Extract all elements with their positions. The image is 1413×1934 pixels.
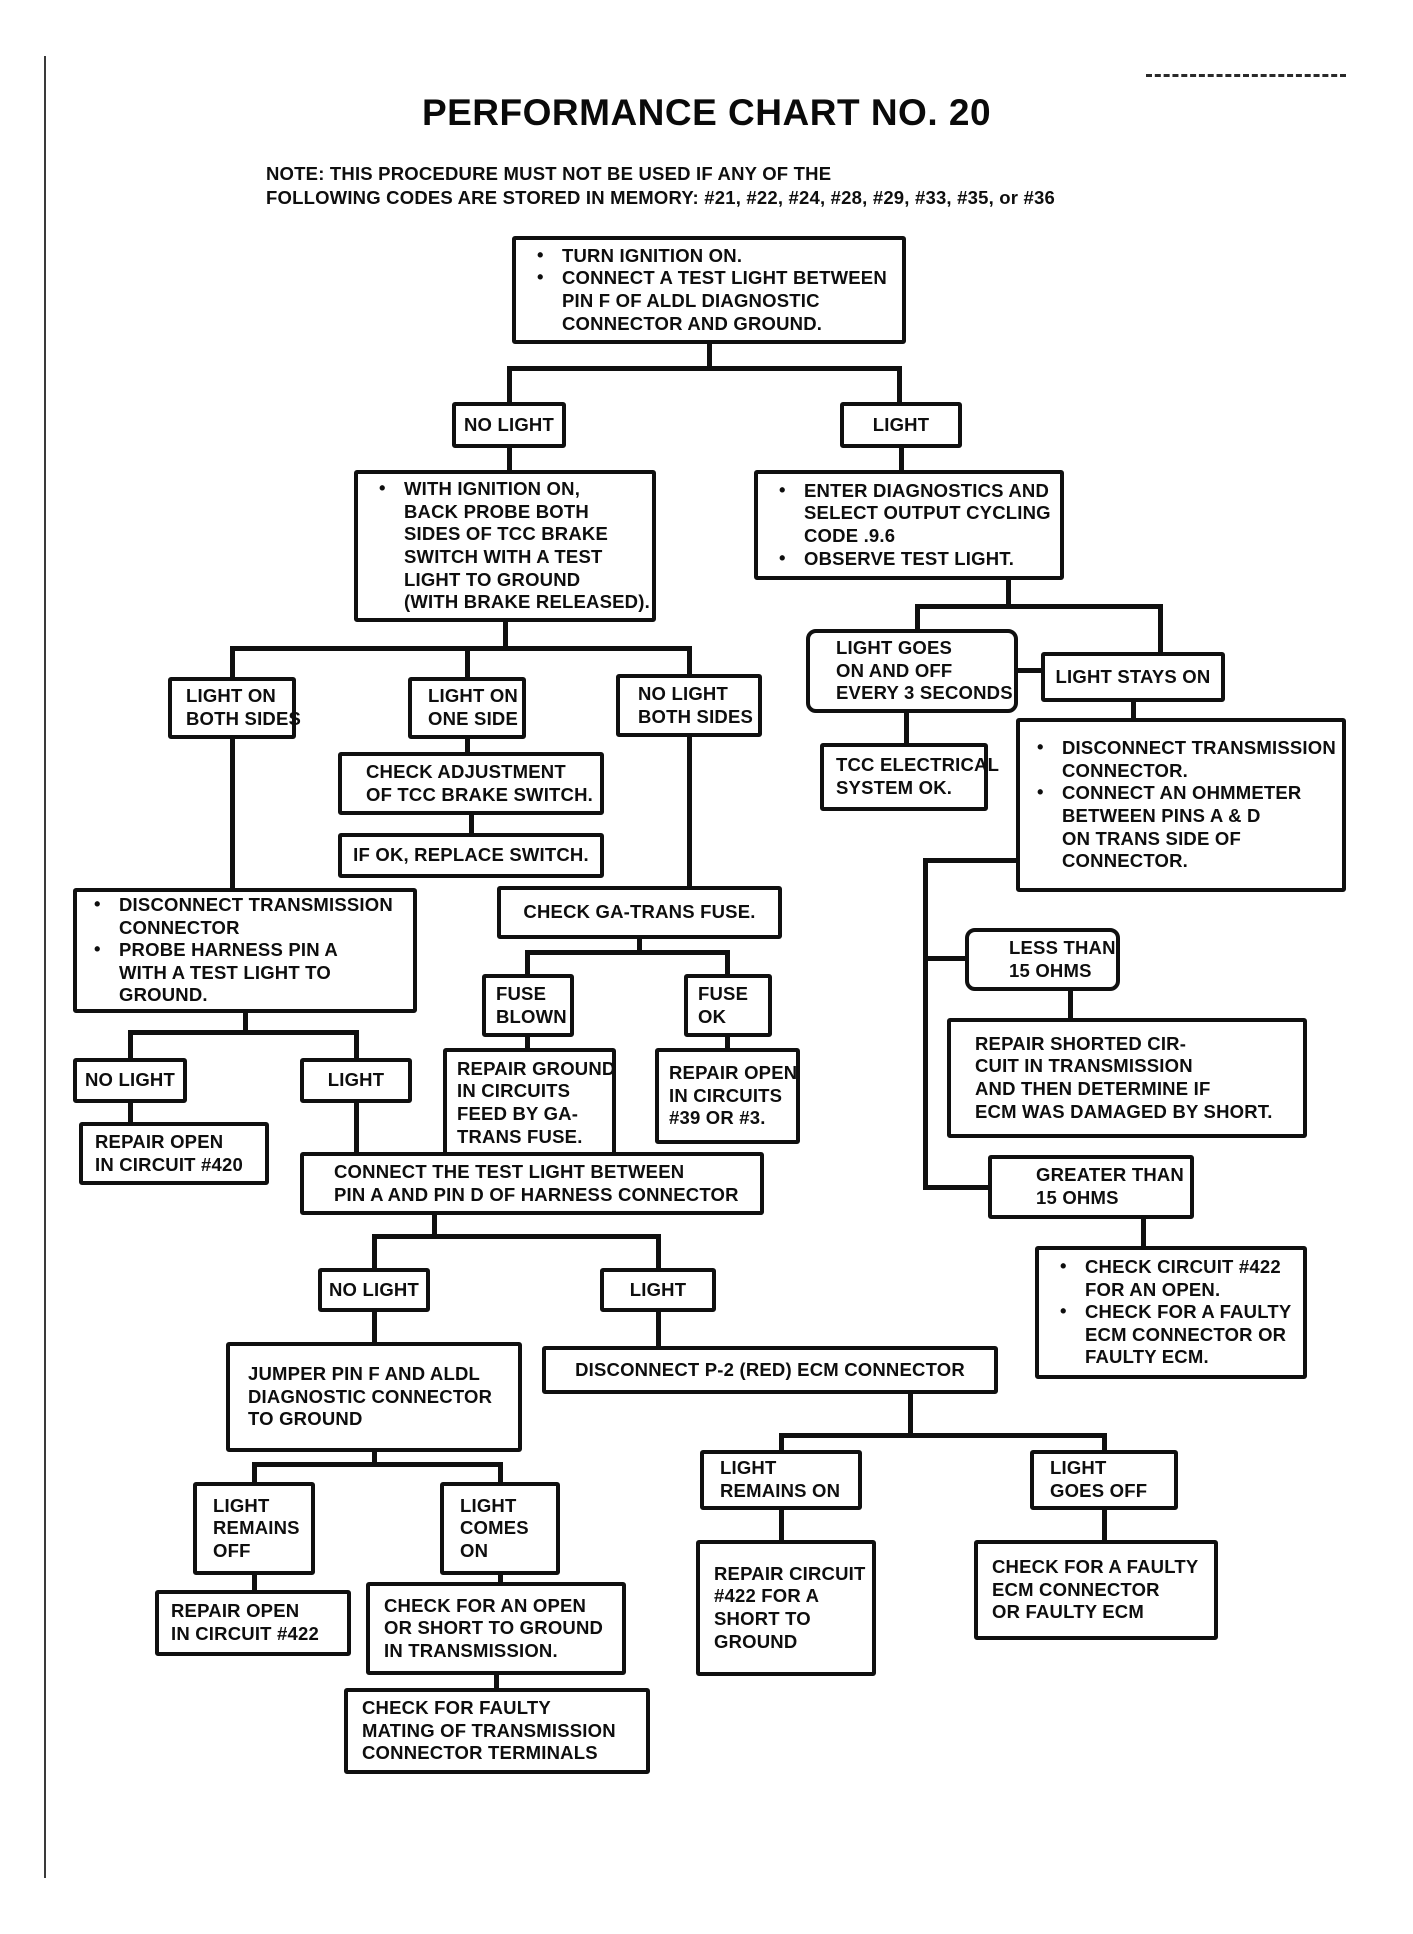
procedure-note [266,162,1055,211]
flow-connector [252,1573,257,1590]
flow-connector [915,604,920,631]
node-text-line: CODE .9.6 [804,525,896,546]
node-text-line: REPAIR OPEN [171,1600,300,1622]
step-back-probe-tcc-switch [354,470,656,622]
branch-no-light-1 [452,402,566,448]
flow-connector [354,1030,359,1058]
node-text-line: SYSTEM OK. [836,777,953,798]
step-check-adjustment [338,752,604,815]
flow-connector [372,1310,377,1342]
flow-connector [465,646,470,677]
node-text-line: GROUND [714,1630,798,1652]
node-text-line: #39 OR #3. [669,1107,766,1129]
flow-connector [230,646,692,651]
flow-connector [507,446,512,470]
node-text-line: OBSERVE TEST LIGHT. [804,547,1015,569]
node-text-line: LIGHT TO GROUND [404,568,581,590]
node-text-line: ON AND OFF [836,659,953,681]
bullet-marker: • [379,477,386,499]
node-text-line: EVERY 3 SECONDS [836,682,1013,704]
flow-connector [779,1508,784,1540]
node-text-line: REPAIR GROUND [457,1057,616,1079]
node-text-line: 15 OHMS [1036,1187,1119,1208]
node-text-line: CONNECTOR TERMINALS [362,1742,598,1764]
flow-connector [656,1310,661,1346]
node-text-line: REPAIR OPEN [669,1062,798,1084]
node-text-line: NO LIGHT [329,1278,419,1300]
node-text-line: WITH A TEST LIGHT TO [119,961,331,983]
flow-connector [687,646,692,674]
result-check-faulty-ecm [974,1540,1218,1640]
branch-light-on-both-sides [168,677,302,739]
node-text-line: GREATER THAN [1036,1164,1184,1186]
branch-light-3 [600,1268,716,1312]
node-text-line: REPAIR CIRCUIT [714,1562,866,1584]
branch-no-light-3 [318,1268,430,1312]
node-text-line: LIGHT [720,1457,777,1479]
node-text-line: COMES [460,1517,529,1539]
bullet-marker: • [1060,1300,1067,1322]
step-disconnect-trans-probe-pin-a [73,888,417,1013]
node-text-line: IN CIRCUIT #422 [171,1623,319,1644]
node-text-line: FOR AN OPEN. [1085,1278,1221,1300]
flow-connector [1158,604,1163,652]
node-text-line: DISCONNECT TRANSMISSION [1062,737,1336,759]
node-text-line: CHECK GA-TRANS FUSE. [523,901,756,923]
flow-connector [923,858,928,1190]
flow-connector [503,620,508,648]
node-text-line: IN CIRCUITS [457,1080,571,1102]
flow-connector [915,604,1163,609]
step-check-ga-trans-fuse [497,886,782,939]
node-text-line: REPAIR OPEN [95,1130,224,1152]
node-text-line: ON TRANS SIDE OF [1062,827,1241,849]
node-text-line: OK [698,1005,727,1027]
flow-connector [897,366,902,402]
flow-connector [252,1462,503,1467]
node-text-line: BACK PROBE BOTH [404,500,589,522]
result-repair-circuit-422-short [696,1540,876,1676]
flow-connector [779,1433,1107,1438]
flow-connector [525,950,730,955]
node-text-line: ENTER DIAGNOSTICS AND [804,479,1050,501]
flow-connector [128,1030,133,1058]
node-text-line: PROBE HARNESS PIN A [119,939,338,961]
step-disconnect-trans-ohmmeter [1016,718,1346,892]
node-text-line: CONNECT THE TEST LIGHT BETWEEN [334,1160,685,1182]
node-text-line: LIGHT ON [186,685,276,707]
flow-connector [128,1030,359,1035]
note-line-2: FOLLOWING CODES ARE STORED IN MEMORY: #21, #22, #24, #28, #29, #33, #35, or #36 [266,187,1055,209]
step-connect-test-light-pin-a-d [300,1152,764,1215]
node-text-line: CONNECTOR [119,916,240,938]
flow-connector [494,1673,499,1688]
result-repair-open-420 [79,1122,269,1185]
flow-connector [1102,1433,1107,1450]
node-text-line: REPAIR SHORTED CIR- [975,1032,1187,1054]
node-text-line: DISCONNECT P-2 (RED) ECM CONNECTOR [575,1358,965,1380]
bullet-marker: • [537,243,544,265]
note-line-1: NOTE: THIS PROCEDURE MUST NOT BE USED IF ANY OF THE [266,163,832,184]
node-text-line: CHECK CIRCUIT #422 [1085,1256,1281,1278]
result-repair-open-39-3 [655,1048,800,1144]
node-text-line: CHECK ADJUSTMENT [366,760,566,782]
flow-connector [707,344,712,368]
branch-light-stays-on [1041,652,1225,702]
flow-connector [525,1035,530,1048]
page-title: PERFORMANCE CHART NO. 20 [421,92,992,133]
flow-connector [687,735,692,886]
node-text-line: BOTH SIDES [638,705,754,727]
flow-connector [128,1101,133,1122]
flow-connector [904,711,909,743]
node-text-line: GOES OFF [1050,1480,1148,1501]
node-text-line: TCC ELECTRICAL [836,754,1000,776]
result-tcc-system-ok [820,743,1000,811]
flow-connector [1141,1217,1146,1246]
node-text-line: PIN F OF ALDL DIAGNOSTIC [562,290,820,311]
node-text-line: NO LIGHT [85,1069,175,1091]
node-text-line: TO GROUND [248,1408,363,1430]
bullet-marker: • [1037,781,1044,803]
node-text-line: FUSE [698,982,749,1004]
node-text-line: CHECK FOR FAULTY [362,1697,551,1719]
result-repair-ground-ga-trans [443,1048,616,1158]
node-text-line: DIAGNOSTIC CONNECTOR [248,1385,493,1407]
bullet-marker: • [779,478,786,500]
flow-connector [469,813,474,833]
node-text-line: LIGHT [872,413,930,435]
step-jumper-pin-f-aldl [226,1342,522,1452]
flow-connector [923,1185,990,1190]
flow-connector [498,1573,503,1582]
node-text-line: OFF [213,1539,251,1561]
node-text-line: 15 OHMS [1009,959,1092,981]
node-text-line: TURN IGNITION ON. [562,244,743,266]
node-text-line: LIGHT [213,1494,270,1516]
node-text-line: LIGHT STAYS ON [1055,665,1211,687]
branch-no-light-2 [73,1058,187,1103]
node-text-line: MATING OF TRANSMISSION [362,1719,616,1741]
branch-light-2 [300,1058,412,1103]
node-text-line: DISCONNECT TRANSMISSION [119,894,393,916]
flow-connector [1131,700,1136,718]
node-text-line: FAULTY ECM. [1085,1346,1209,1368]
node-text-line: OR SHORT TO GROUND [384,1617,604,1639]
flow-connector [243,1011,248,1032]
node-text-line: REMAINS ON [720,1480,841,1501]
node-text-line: CHECK FOR A FAULTY [1085,1301,1292,1323]
flow-connector [465,737,470,752]
node-text-line: ON [460,1539,489,1561]
branch-light-goes-on-off [806,629,1018,713]
flow-connector [1102,1508,1107,1540]
result-repair-shorted-circuit [947,1018,1307,1138]
flow-connector [525,950,530,974]
node-text-line: CONNECT AN OHMMETER [1062,782,1302,804]
flow-connector [899,446,904,470]
node-text-line: REMAINS [213,1517,300,1539]
node-text-line: FEED BY GA- [457,1103,579,1124]
node-text-line: LIGHT ON [428,685,518,707]
left-page-rule [44,56,46,1878]
flow-connector [372,1234,377,1268]
node-text-line: BLOWN [496,1005,567,1027]
node-text-line: LIGHT [327,1069,385,1091]
bullet-marker: • [1060,1255,1067,1277]
node-text-line: CUIT IN TRANSMISSION [975,1055,1193,1077]
flow-connector [923,858,1018,863]
node-text-line: ECM CONNECTOR OR [1085,1323,1287,1345]
node-text-line: CHECK FOR AN OPEN [384,1594,587,1616]
flow-connector [1068,989,1073,1018]
top-right-dashed-line [1146,74,1346,77]
node-text-line: IN TRANSMISSION. [384,1639,558,1661]
node-text-line: SIDES OF TCC BRAKE [404,523,609,545]
branch-light-remains-on [700,1450,862,1510]
node-text-line: PIN A AND PIN D OF HARNESS CONNECTOR [334,1183,739,1205]
branch-light-remains-off [193,1482,315,1575]
flow-connector [908,1392,913,1438]
node-text-line: SHORT TO [714,1608,811,1629]
bullet-marker: • [94,938,101,960]
node-text-line: ONE SIDE [428,708,519,729]
node-text-line: #422 FOR A [714,1585,820,1607]
node-text-line: WITH IGNITION ON, [404,478,581,500]
node-text-line: CHECK FOR A FAULTY [992,1556,1199,1578]
flow-connector [372,1234,661,1239]
flow-connector [923,956,967,961]
result-repair-open-422 [155,1590,351,1656]
node-text-line: LIGHT [629,1278,687,1300]
flow-connector [725,950,730,974]
branch-fuse-blown [482,974,574,1037]
result-check-faulty-mating [344,1688,650,1774]
bullet-marker: • [1037,736,1044,758]
node-text-line: BOTH SIDES [186,708,302,729]
flow-connector [779,1433,784,1450]
step-turn-ignition-on [512,236,906,344]
node-text-line: IN CIRCUIT #420 [95,1153,243,1175]
flow-connector [725,1035,730,1048]
node-text-line: IN CIRCUITS [669,1084,783,1106]
flow-connector [230,646,235,677]
node-text-line: LESS THAN [1009,936,1116,958]
node-text-line: CONNECT A TEST LIGHT BETWEEN [562,267,887,289]
node-text-line: NO LIGHT [464,413,554,435]
node-text-line: LIGHT [460,1494,517,1516]
bullet-marker: • [779,546,786,568]
node-text-line: OR FAULTY ECM [992,1601,1144,1623]
node-text-line: CONNECTOR AND GROUND. [562,312,823,334]
node-text-line: JUMPER PIN F AND ALDL [248,1363,481,1385]
flow-connector [507,366,512,402]
step-enter-diagnostics [754,470,1064,580]
step-check-open-short-trans [366,1582,626,1675]
flow-connector [1016,668,1043,673]
branch-light-1 [840,402,962,448]
bullet-marker: • [537,266,544,288]
node-text-line: (WITH BRAKE RELEASED). [404,591,650,613]
flow-connector [498,1462,503,1482]
node-text-line: IF OK, REPLACE SWITCH. [353,844,589,866]
node-text-line: CONNECTOR. [1062,850,1189,872]
step-disconnect-p2-ecm [542,1346,998,1394]
flow-connector [656,1234,661,1268]
node-text-line: BETWEEN PINS A & D [1062,805,1261,826]
flow-connector [252,1462,257,1482]
node-text-line: LIGHT GOES [836,637,953,659]
node-text-line: ECM WAS DAMAGED BY SHORT. [975,1100,1273,1122]
branch-light-goes-off [1030,1450,1178,1510]
node-text-line: SWITCH WITH A TEST [404,546,603,567]
node-text-line: FUSE [496,982,547,1004]
branch-light-comes-on [440,1482,560,1575]
node-text-line: LIGHT [1050,1457,1107,1479]
branch-greater-than-15-ohms [988,1155,1194,1219]
branch-less-than-15-ohms [965,928,1120,991]
node-text-line: GROUND. [119,984,208,1006]
flow-connector [230,737,235,888]
result-check-circuit-422-open [1035,1246,1307,1379]
result-if-ok-replace-switch [338,833,604,878]
node-text-line: ECM CONNECTOR [992,1578,1160,1600]
node-text-line: SELECT OUTPUT CYCLING [804,502,1051,524]
bullet-marker: • [94,893,101,915]
node-text-line: CONNECTOR. [1062,759,1189,781]
branch-no-light-both-sides [616,674,762,737]
branch-fuse-ok [684,974,772,1037]
node-text-line: OF TCC BRAKE SWITCH. [366,783,594,805]
flow-connector [354,1101,359,1152]
branch-light-on-one-side [408,677,526,739]
flow-connector [507,366,902,371]
node-text-line: NO LIGHT [638,682,728,704]
node-text-line: AND THEN DETERMINE IF [975,1078,1211,1099]
node-text-line: TRANS FUSE. [457,1125,583,1147]
